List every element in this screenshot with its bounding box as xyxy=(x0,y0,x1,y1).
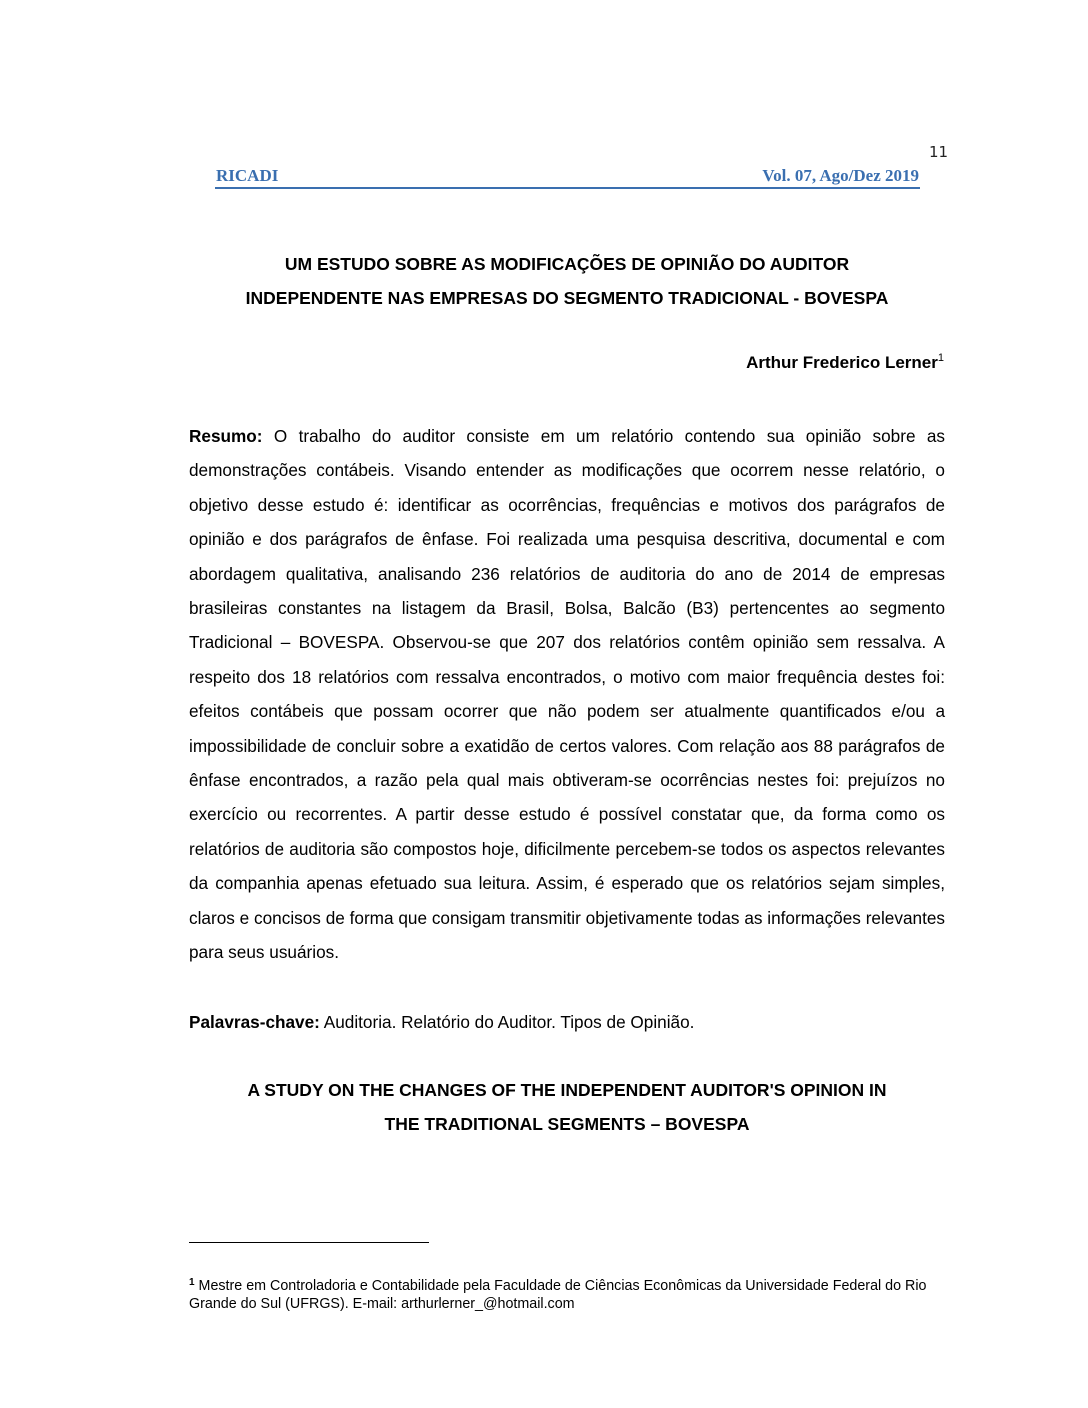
title-line-2: INDEPENDENTE NAS EMPRESAS DO SEGMENTO TRADICIONAL - BOVESPA xyxy=(245,288,889,308)
english-title-line-1: A STUDY ON THE CHANGES OF THE INDEPENDENT AUDITOR'S OPINION IN xyxy=(247,1080,887,1100)
title-line-1: UM ESTUDO SOBRE AS MODIFICAÇÕES DE OPINIÃO DO AUDITOR xyxy=(284,254,850,274)
author-footnote-mark[interactable]: 1 xyxy=(937,352,944,364)
article-title xyxy=(190,247,944,315)
footnote-text: Mestre em Controladoria e Contabilidade pela Faculdade de Ciências Econômicas da Universidade Federal do Rio Grande do Sul (UFRGS). E-mail: arthurlerner_@hotmail.com xyxy=(189,1278,927,1312)
footnote-separator xyxy=(189,1242,429,1243)
keywords xyxy=(189,1007,945,1037)
keywords-text: Auditoria. Relatório do Auditor. Tipos de Opinião. xyxy=(319,1012,695,1032)
author xyxy=(746,352,944,373)
footnote xyxy=(189,1274,949,1313)
abstract xyxy=(189,419,945,970)
english-title xyxy=(190,1073,944,1141)
page-number: 11 xyxy=(929,143,949,161)
abstract-text: O trabalho do auditor consiste em um relatório contendo sua opinião sobre as demonstrações contábeis. Visando entender as modificações que ocorrem nesse relatório, o objetivo desse estudo é: identificar as ocorrências, frequências e motivos dos parágrafos de opinião e dos parágrafos de ênfase. Foi realizada uma pesquisa descritiva, documental e com abordagem qualitativa, analisando 236 relatórios de auditoria do ano de 2014 de empresas brasileiras constantes na listagem da Brasil, Bolsa, Balcão (B3) pertencentes ao segmento Tradicional – BOVESPA. Observou-se que 207 dos relatórios contêm opinião sem ressalva. A respeito dos 18 relatórios com ressalva encontrados, o motivo com maior frequência destes foi: efeitos contábeis que possam ocorrer que não podem ser atualmente quantificados e/ou a impossibilidade de concluir sobre a exatidão de certos valores. Com relação aos 88 parágrafos de ênfase encontrados, a razão pela qual mais obtiveram-se ocorrências nestes foi: prejuízos no exercício ou recorrentes. A partir desse estudo é possível constatar que, da forma como os relatórios de auditoria são compostos hoje, dificilmente percebem-se todos os aspectos relevantes da companhia apenas efetuado sua leitura. Assim, é esperado que os relatórios sejam simples, claros e concisos de forma que consigam transmitir objetivamente todas as informações relevantes para seus usuários. xyxy=(189,426,945,963)
journal-name: RICADI xyxy=(216,166,279,185)
footnote-mark: 1 xyxy=(189,1277,195,1288)
abstract-label: Resumo: xyxy=(189,426,263,446)
running-header xyxy=(215,165,920,189)
author-name: Arthur Frederico Lerner xyxy=(746,353,938,372)
keywords-label: Palavras-chave: xyxy=(189,1012,320,1032)
volume-info: Vol. 07, Ago/Dez 2019 xyxy=(762,166,919,185)
english-title-line-2: THE TRADITIONAL SEGMENTS – BOVESPA xyxy=(384,1114,750,1134)
